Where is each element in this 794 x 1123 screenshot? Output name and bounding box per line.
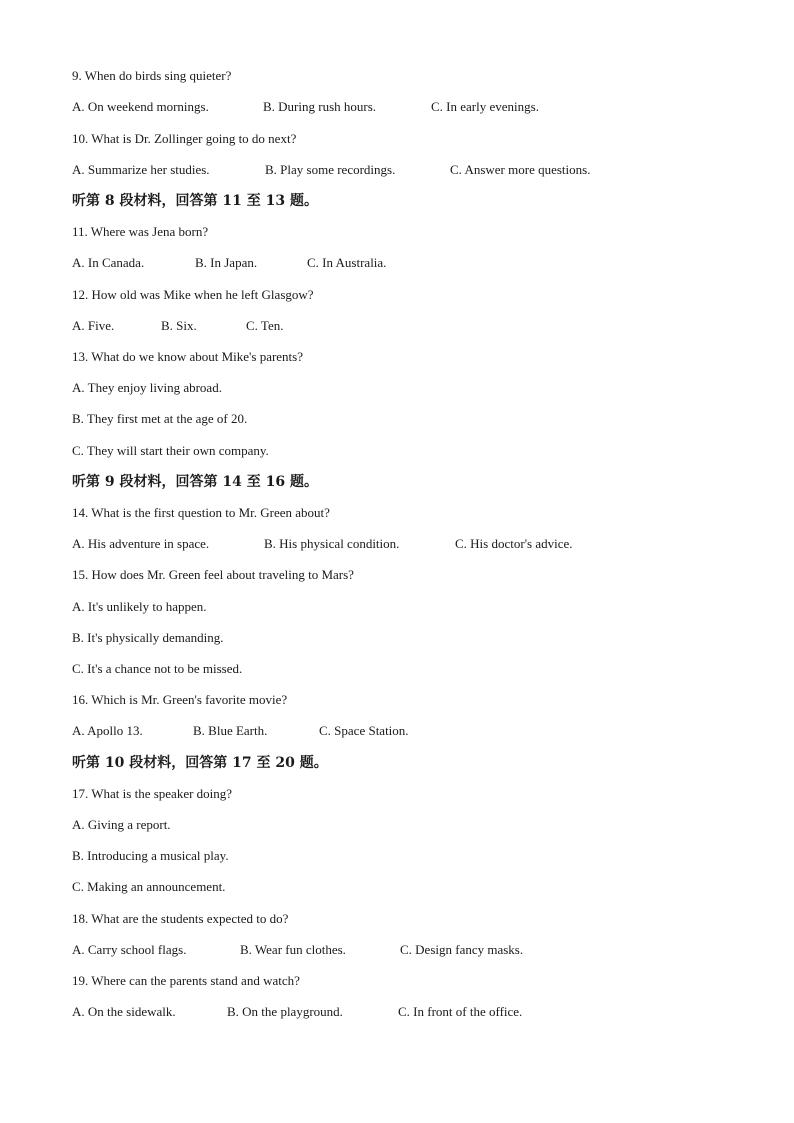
question-12-option-a: A. Five.	[72, 318, 115, 333]
question-11-option-b: B. In Japan.	[195, 255, 258, 270]
question-17-option-a: A. Giving a report.	[72, 817, 171, 832]
question-19-options	[72, 1004, 772, 1020]
question-12-options	[72, 318, 772, 334]
question-14-options	[72, 536, 772, 552]
question-9-options	[72, 99, 772, 115]
question-14-option-b: B. His physical condition.	[264, 536, 400, 551]
question-15-option-a: A. It's unlikely to happen.	[72, 599, 207, 614]
question-12-option-b: B. Six.	[161, 318, 197, 333]
question-9-option-c: C. In early evenings.	[431, 99, 539, 114]
question-16-option-c: C. Space Station.	[319, 723, 409, 738]
question-10-stem: 10. What is Dr. Zollinger going to do next?	[72, 131, 297, 146]
question-13-stem: 13. What do we know about Mike's parents?	[72, 349, 303, 364]
question-16-stem: 16. Which is Mr. Green's favorite movie?	[72, 692, 288, 707]
question-19-option-c: C. In front of the office.	[398, 1004, 523, 1019]
question-15-stem: 15. How does Mr. Green feel about traveling to Mars?	[72, 567, 354, 582]
question-12-stem: 12. How old was Mike when he left Glasgow?	[72, 287, 314, 302]
section-heading-10: 听第 10 段材料，回答第 17 至 20 题。	[72, 755, 328, 771]
section-heading-9: 听第 9 段材料，回答第 14 至 16 题。	[72, 474, 318, 490]
question-14-option-c: C. His doctor's advice.	[455, 536, 573, 551]
question-14-option-a: A. His adventure in space.	[72, 536, 210, 551]
question-11-stem: 11. Where was Jena born?	[72, 224, 209, 239]
question-19-option-a: A. On the sidewalk.	[72, 1004, 176, 1019]
question-18-options	[72, 942, 772, 958]
section-heading-8: 听第 8 段材料，回答第 11 至 13 题。	[72, 193, 318, 209]
question-15-option-c: C. It's a chance not to be missed.	[72, 661, 243, 676]
question-17-stem: 17. What is the speaker doing?	[72, 786, 233, 801]
question-10-option-b: B. Play some recordings.	[265, 162, 396, 177]
question-12-option-c: C. Ten.	[246, 318, 284, 333]
question-13-option-c: C. They will start their own company.	[72, 443, 269, 458]
question-19-stem: 19. Where can the parents stand and watch?	[72, 973, 300, 988]
question-9-stem: 9. When do birds sing quieter?	[72, 68, 232, 83]
question-18-option-c: C. Design fancy masks.	[400, 942, 524, 957]
question-10-option-c: C. Answer more questions.	[450, 162, 591, 177]
question-18-stem: 18. What are the students expected to do?	[72, 911, 289, 926]
question-17-option-b: B. Introducing a musical play.	[72, 848, 229, 863]
question-10-options	[72, 162, 772, 178]
question-19-option-b: B. On the playground.	[227, 1004, 343, 1019]
question-9-option-b: B. During rush hours.	[263, 99, 377, 114]
question-16-option-b: B. Blue Earth.	[193, 723, 268, 738]
question-17-option-c: C. Making an announcement.	[72, 879, 226, 894]
question-11-option-c: C. In Australia.	[307, 255, 387, 270]
question-11-option-a: A. In Canada.	[72, 255, 145, 270]
question-18-option-a: A. Carry school flags.	[72, 942, 187, 957]
question-18-option-b: B. Wear fun clothes.	[240, 942, 346, 957]
question-14-stem: 14. What is the first question to Mr. Green about?	[72, 505, 330, 520]
question-11-options	[72, 255, 772, 271]
question-16-option-a: A. Apollo 13.	[72, 723, 143, 738]
question-9-option-a: A. On weekend mornings.	[72, 99, 209, 114]
question-16-options	[72, 723, 772, 739]
question-10-option-a: A. Summarize her studies.	[72, 162, 210, 177]
question-15-option-b: B. It's physically demanding.	[72, 630, 224, 645]
question-13-option-b: B. They first met at the age of 20.	[72, 411, 248, 426]
question-13-option-a: A. They enjoy living abroad.	[72, 380, 222, 395]
